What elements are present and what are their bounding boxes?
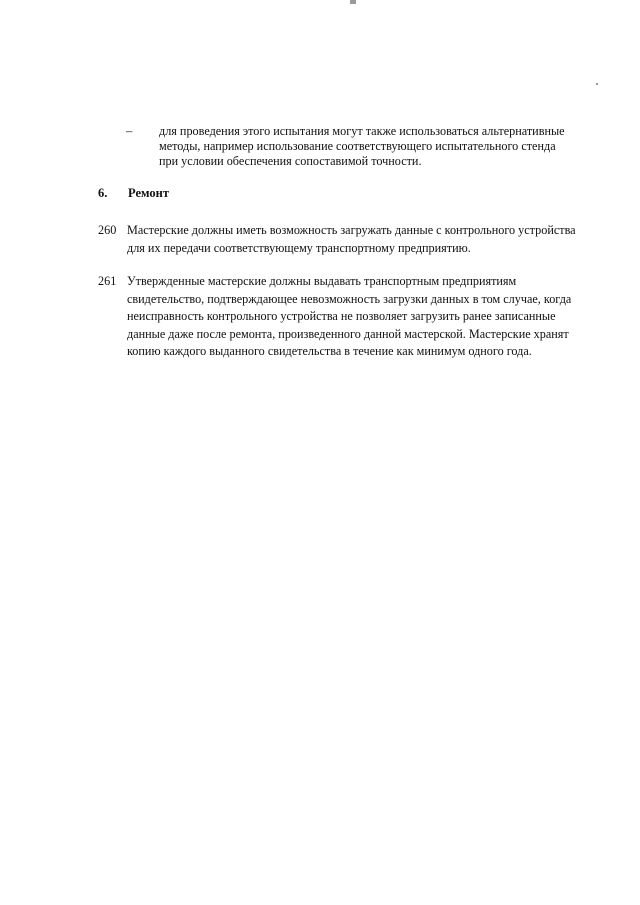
paragraph-text: Мастерские должны иметь возможность загружать данные с контрольного устройства для их передачи соответствующему транспортному предприятию. xyxy=(127,223,576,255)
scan-speck xyxy=(596,83,598,85)
scan-artifact-header xyxy=(240,0,420,4)
paragraph-number: 260 xyxy=(98,223,117,237)
paragraph-261 xyxy=(98,273,588,361)
section-title: Ремонт xyxy=(128,186,169,200)
bullet-marker: – xyxy=(126,124,133,138)
paragraph-260 xyxy=(98,222,588,257)
section-number: 6. xyxy=(98,186,108,200)
bullet-text: для проведения этого испытания могут также использоваться альтернативные методы, например использование соответствующего испытательного стенда при условии обеспечения сопоставимой точности. xyxy=(159,124,565,168)
paragraph-text: Утвержденные мастерские должны выдавать транспортным предприятиям свидетельство, подтверждающее невозможность загрузки данных в том случае, когда неисправность контрольного устройства не позволяет загрузить ранее записанные данные даже после ремонта, произведенного данной мастерской. Мастерские хранят копию каждого выданного свидетельства в течение как минимум одного года. xyxy=(127,274,572,358)
bullet-item xyxy=(126,124,576,169)
paragraph-number: 261 xyxy=(98,274,117,288)
section-heading xyxy=(98,186,169,201)
